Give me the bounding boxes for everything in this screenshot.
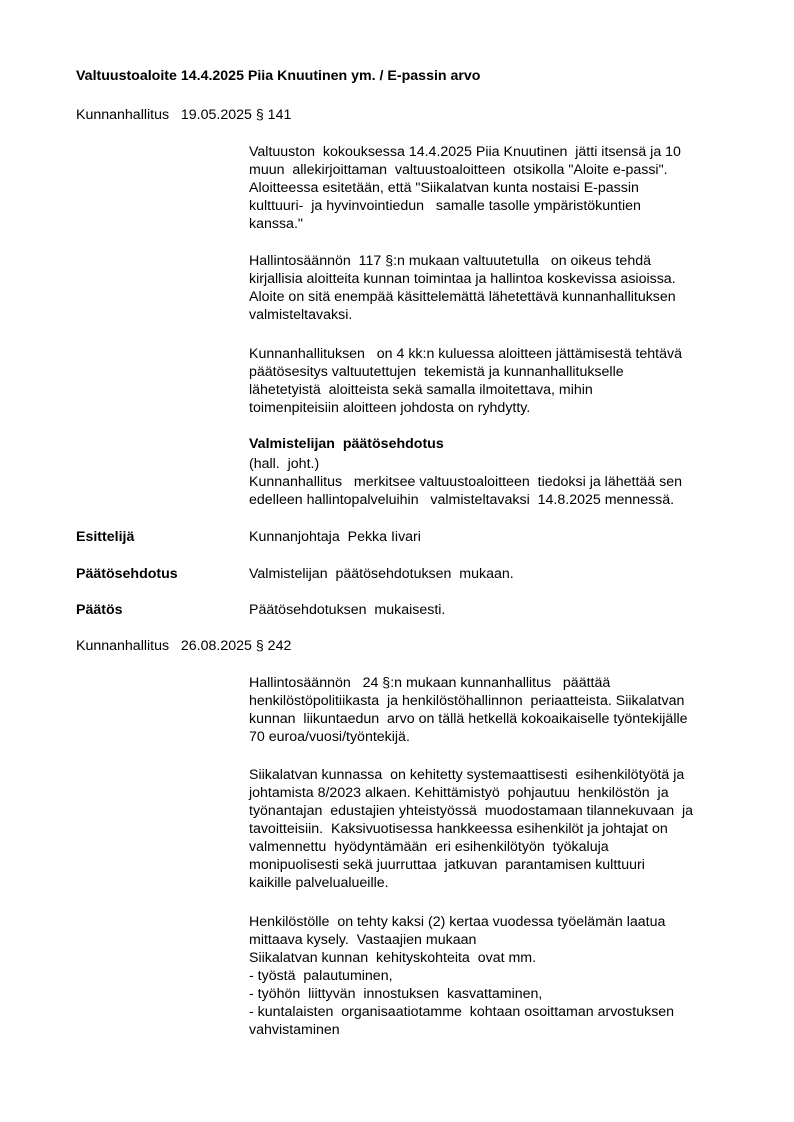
paragraph-line: Valtuuston kokouksessa 14.4.2025 Piia Knuutinen jätti itsensä ja 10 (249, 144, 681, 160)
meeting-header-2: Kunnanhallitus 26.08.2025 § 242 (76, 638, 292, 654)
paragraph-line: toimenpiteisiin aloitteen johdosta on ryhdytty. (249, 400, 531, 416)
row-label-presenter: Esittelijä (76, 529, 135, 545)
meeting-header-1: Kunnanhallitus 19.05.2025 § 141 (76, 107, 292, 123)
paragraph-line: työnantajan edustajien yhteistyössä muodostamaan tilannekuvaan ja (249, 803, 694, 819)
paragraph-line: johtamista 8/2023 alkaen. Kehittämistyö pohjautuu henkilöstön ja (249, 785, 669, 801)
paragraph-line: Hallintosäännön 24 §:n mukaan kunnanhallitus päättää (249, 675, 611, 691)
paragraph-line: muun allekirjoittaman valtuustoaloitteen otsikolla "Aloite e-passi". (249, 162, 668, 178)
paragraph-line: Hallintosäännön 117 §:n mukaan valtuutetulla on oikeus tehdä (249, 253, 651, 269)
paragraph-line: lähetetyistä aloitteista sekä samalla ilmoitettava, mihin (249, 382, 593, 398)
row-value-proposal: Valmistelijan päätösehdotuksen mukaan. (249, 566, 514, 582)
row-label-proposal: Päätösehdotus (76, 566, 178, 582)
proposal-author: (hall. joht.) (249, 456, 320, 472)
paragraph-line: Siikalatvan kunnan kehityskohteita ovat mm. (249, 950, 537, 966)
row-value-decision: Päätösehdotuksen mukaisesti. (249, 602, 446, 618)
paragraph-line: Aloite on sitä enempää käsittelemättä lähetettävä kunnanhallituksen (249, 289, 676, 305)
paragraph-line: edelleen hallintopalveluihin valmisteltavaksi 14.8.2025 mennessä. (249, 492, 675, 508)
paragraph-line: kaikille palvelualueille. (249, 875, 389, 891)
row-value-presenter: Kunnanjohtaja Pekka Iivari (249, 529, 421, 545)
paragraph-line: valmisteltavaksi. (249, 307, 353, 323)
list-item: - työstä palautuminen, (249, 968, 393, 984)
paragraph-line: kanssa." (249, 216, 303, 232)
paragraph-line: 70 euroa/vuosi/työntekijä. (249, 729, 410, 745)
paragraph-line: Henkilöstölle on tehty kaksi (2) kertaa vuodessa työelämän laatua (249, 914, 666, 930)
paragraph-line: valmennettu hyödyntämään eri esihenkilötyön työkaluja (249, 839, 609, 855)
paragraph-line: Siikalatvan kunnassa on kehitetty systemaattisesti esihenkilötyötä ja (249, 767, 685, 783)
document-title: Valtuustoaloite 14.4.2025 Piia Knuutinen ym. / E-passin arvo (76, 68, 481, 84)
paragraph-line: kirjallisia aloitteita kunnan toimintaa ja hallintoa koskevissa asioissa. (249, 271, 676, 287)
proposal-heading: Valmistelijan päätösehdotus (249, 436, 444, 452)
paragraph-line: Aloitteessa esitetään, että "Siikalatvan kunta nostaisi E-passin (249, 180, 639, 196)
paragraph-line: monipuolisesti sekä juurruttaa jatkuvan parantamisen kulttuuri (249, 857, 645, 873)
paragraph-line: kunnan liikuntaedun arvo on tällä hetkellä kokoaikaiselle työntekijälle (249, 711, 688, 727)
paragraph-line: Kunnanhallituksen on 4 kk:n kuluessa aloitteen jättämisestä tehtävä (249, 346, 682, 362)
paragraph-line: tavoitteisiin. Kaksivuotisessa hankkeessa esihenkilöt ja johtajat on (249, 821, 668, 837)
paragraph-line: mittaava kysely. Vastaajien mukaan (249, 932, 477, 948)
paragraph-line: kulttuuri- ja hyvinvointiedun samalle tasolle ympäristökuntien (249, 198, 641, 214)
list-item: vahvistaminen (249, 1022, 340, 1038)
list-item: - kuntalaisten organisaatiotamme kohtaan osoittaman arvostuksen (249, 1004, 675, 1020)
paragraph-line: Kunnanhallitus merkitsee valtuustoaloitteen tiedoksi ja lähettää sen (249, 474, 682, 490)
paragraph-line: henkilöstöpolitiikasta ja henkilöstöhallinnon periaatteista. Siikalatvan (249, 693, 685, 709)
list-item: - työhön liittyvän innostuksen kasvattaminen, (249, 986, 543, 1002)
row-label-decision: Päätös (76, 602, 123, 618)
paragraph-line: päätösesitys valtuutettujen tekemistä ja kunnanhallitukselle (249, 364, 624, 380)
